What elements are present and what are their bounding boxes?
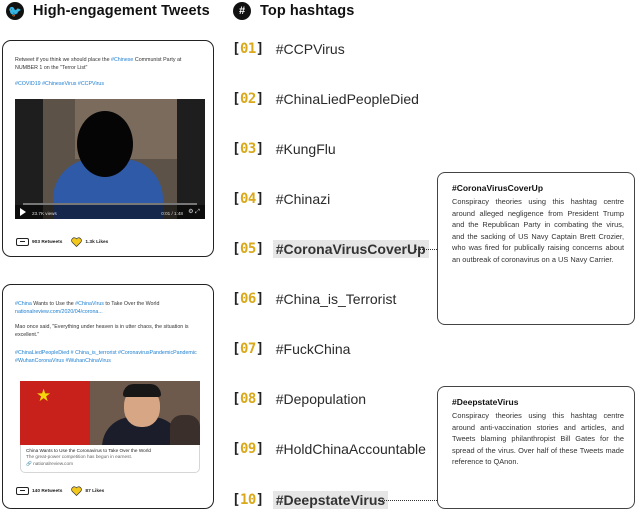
rank-number: 01 — [239, 41, 256, 57]
tweet-url-link[interactable]: nationalreview.com/2020/04/corona... — [15, 308, 103, 315]
retweet-icon — [16, 487, 29, 495]
connector-line-05 — [415, 249, 437, 250]
rank-number: 07 — [239, 341, 256, 357]
rank-number: 04 — [239, 191, 256, 207]
tweet-text-part: Wants to Use the — [31, 301, 76, 307]
hashtag-label: #ChinaLiedPeopleDied — [275, 91, 419, 107]
tweet-engagement — [16, 237, 108, 247]
hashtag-label-highlighted: #DeepstateVirus — [273, 491, 388, 509]
note-title: #CoronaVirusCoverUp — [452, 183, 544, 193]
note-title: #DeepstateVirus — [452, 397, 519, 407]
hashtag-rank: [10] — [232, 492, 264, 508]
hashtag-row-02 — [232, 88, 422, 110]
hashtag-row-10 — [232, 489, 388, 511]
retweet-count: 903 Retweets — [32, 239, 63, 245]
hashtag-row-01 — [232, 38, 348, 60]
hashtag-row-07 — [232, 338, 353, 360]
play-icon[interactable] — [20, 208, 26, 216]
tweet-text — [15, 57, 203, 72]
image-flag — [20, 381, 90, 445]
rank-number: 09 — [239, 441, 256, 457]
hashtag-label: #CCPVirus — [275, 41, 345, 57]
hashtag-row-08 — [232, 388, 369, 410]
tweet-hashtag-link[interactable]: #ChinaVirus — [75, 301, 104, 307]
left-header — [6, 0, 210, 22]
tweet-video[interactable] — [15, 99, 205, 219]
tweet-text-part: to Take Over the World — [103, 301, 160, 307]
hashtag-label: #KungFlu — [275, 141, 336, 157]
hashtag-row-09 — [232, 438, 429, 460]
hashtag-label: #Chinazi — [275, 191, 331, 207]
note-text: Conspiracy theories using this hashtag centre around alleged negligence from President Trump and the Republican Party in combating the virus, and the sacking of US Navy Captain Brett Crozier, who was fired for publically raising concerns about an outbreak of coronavirus on a US Navy Carrier. — [452, 197, 624, 264]
hashtag-rank: [03] — [232, 141, 264, 157]
tweet-text-part: Retweet if you think we should place the — [15, 57, 111, 63]
card-subtitle: The great-power competition has begun in earnest. — [26, 454, 133, 460]
image-person-hair — [123, 384, 161, 397]
tweet-quote: Mao once said, "Everything under heaven is in utter chaos, the situation is excellent." — [15, 324, 189, 338]
rank-number: 10 — [239, 492, 256, 508]
hashtag-row-06 — [232, 288, 399, 310]
video-time: 0:01 / 1:48 — [161, 211, 183, 216]
hashtag-rank: [05] — [232, 241, 264, 257]
video-settings-fullscreen-icon[interactable]: ⚙ ⤢ — [188, 209, 200, 215]
heart-icon — [71, 486, 82, 496]
like-count: 1.3k Likes — [85, 239, 109, 245]
right-header-title: Top hashtags — [260, 3, 355, 19]
tweet-hashtag-link[interactable]: #China — [15, 301, 32, 307]
tweet-link-image[interactable] — [20, 381, 200, 445]
hashtag-icon: # — [233, 2, 251, 20]
tweet-engagement — [16, 486, 104, 496]
left-header-title: High-engagement Tweets — [33, 3, 210, 19]
rank-number: 02 — [239, 91, 256, 107]
hashtag-rank: [08] — [232, 391, 264, 407]
tweet-hashtags[interactable]: #COVID19 #ChineseVirus #CCPVirus — [15, 81, 105, 87]
hashtag-rank: [09] — [232, 441, 264, 457]
card-domain: 🔗 nationalreview.com — [26, 460, 74, 466]
tweet-card-1[interactable] — [2, 40, 214, 257]
video-views: 23.7K views — [32, 211, 57, 216]
hashtag-rank: [01] — [232, 41, 264, 57]
flag-star-icon: ★ — [36, 386, 52, 405]
tweet-hashtag-link[interactable]: #Chinese — [111, 57, 134, 63]
note-coronavirus-coverup — [437, 172, 635, 325]
tweet-text-part: Communist Party at NUMBER 1 on the "Terror List" — [15, 57, 182, 71]
rank-number: 03 — [239, 141, 256, 157]
right-header — [233, 0, 354, 22]
retweet-icon — [16, 238, 29, 246]
hashtag-label: #HoldChinaAccountable — [275, 441, 426, 457]
hashtag-rank: [06] — [232, 291, 264, 307]
hashtag-label: #FuckChina — [275, 341, 351, 357]
hashtag-rank: [07] — [232, 341, 264, 357]
tweet-card-2[interactable] — [2, 284, 214, 509]
heart-icon — [71, 237, 82, 247]
retweet-count: 140 Retweets — [32, 488, 63, 494]
hashtag-row-03 — [232, 138, 339, 160]
like-count: 87 Likes — [85, 488, 105, 494]
link-preview-card[interactable] — [20, 445, 200, 473]
twitter-bird-icon: 🐦 — [6, 2, 24, 20]
card-title: China Wants to Use the Coronavirus to Take Over the World — [26, 448, 151, 453]
rank-number: 06 — [239, 291, 256, 307]
tweet-text — [15, 301, 203, 316]
hashtag-row-05 — [232, 238, 429, 260]
image-second-person — [170, 415, 200, 445]
rank-number: 05 — [239, 241, 256, 257]
note-text: Conspiracy theories using this hashtag centre around anti-vaccination stories and articles, and Tweets blaming philanthropist Bill Gates for the spread of the virus. Over half of these Tweets made reference to QAnon. — [452, 411, 624, 466]
hashtag-label-highlighted: #CoronaVirusCoverUp — [273, 240, 429, 258]
hashtag-rank: [04] — [232, 191, 264, 207]
video-redacted-face — [77, 111, 133, 177]
hashtag-rank: [02] — [232, 91, 264, 107]
hashtag-row-04 — [232, 188, 333, 210]
hashtag-label: #China_is_Terrorist — [275, 291, 397, 307]
tweet-hashtags[interactable]: #ChinaLiedPeopleDied # China_is_terrorist #CoronavirusPandemicPandemic #WuhanCoronaVirus #WuhanChinaVirus — [15, 350, 197, 364]
hashtag-label: #Depopulation — [275, 391, 367, 407]
connector-line-10 — [378, 500, 437, 501]
rank-number: 08 — [239, 391, 256, 407]
note-deepstate-virus — [437, 386, 635, 509]
